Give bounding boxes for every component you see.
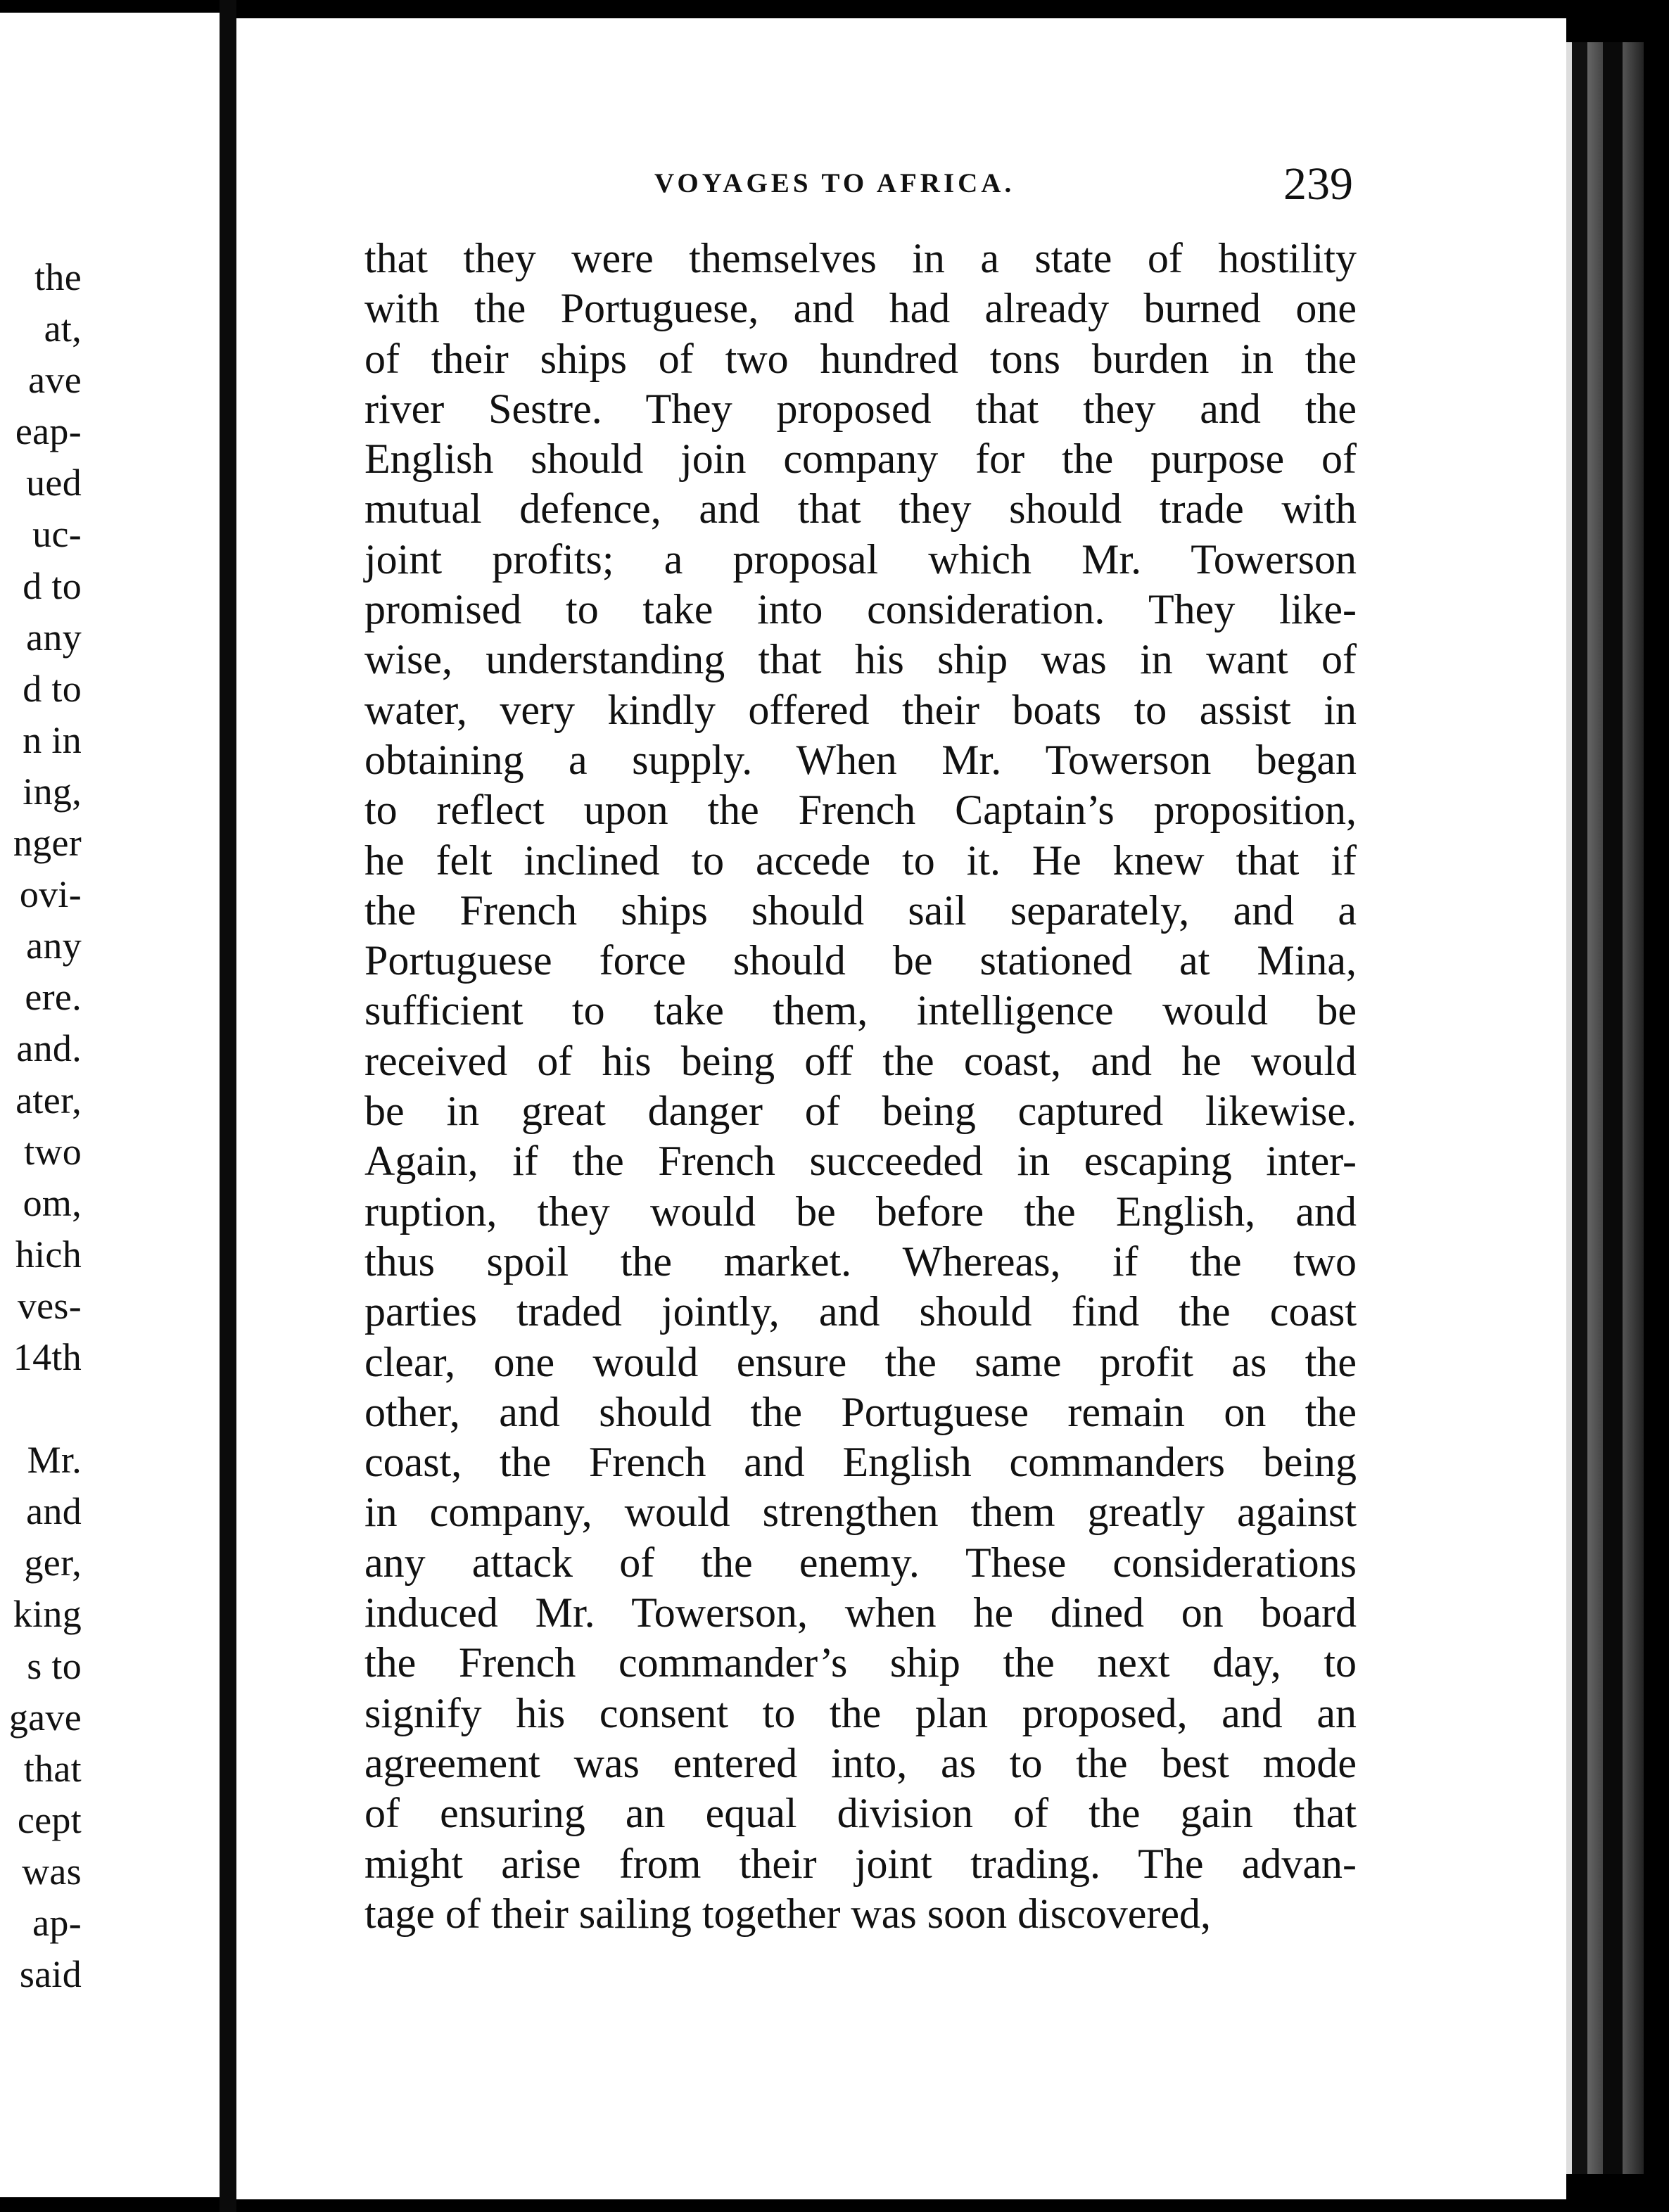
text-line: obtaining a supply. When Mr. Towerson began [364, 736, 1357, 783]
left-fragment: the [34, 256, 82, 298]
text-line: with the Portuguese, and had already burned one [364, 285, 1357, 332]
left-fragment: ap- [32, 1902, 82, 1944]
text-line: Again, if the French succeeded in escaping inter- [364, 1138, 1357, 1185]
left-fragment: 14th [13, 1335, 82, 1378]
text-line: induced Mr. Towerson, when he dined on board [364, 1589, 1357, 1636]
left-fragment: uc- [32, 513, 82, 556]
text-line: water, very kindly offered their boats to assist in [364, 686, 1357, 733]
text-line: ruption, they would be before the English, and [364, 1188, 1357, 1235]
page-edges [1566, 42, 1669, 2174]
left-fragment [4, 1383, 82, 1435]
left-fragment: at, [44, 307, 82, 350]
left-fragment: ovi- [19, 873, 82, 916]
text-line: that they were themselves in a state of hostility [364, 235, 1357, 281]
left-fragment: said [19, 1953, 82, 1996]
left-fragment: eap- [15, 410, 82, 453]
left-fragment: s to [27, 1644, 82, 1687]
left-fragment: and [26, 1490, 82, 1533]
text-line: to reflect upon the French Captain’s proposition, [364, 787, 1357, 834]
text-line: agreement was entered into, as to the best mode [364, 1739, 1357, 1786]
left-fragment: ere. [25, 976, 82, 1019]
left-page-text-fragments [4, 252, 82, 2000]
left-fragment: cept [17, 1798, 82, 1841]
text-line: sufficient to take them, intelligence would be [364, 987, 1357, 1034]
left-fragment: nger [13, 822, 82, 865]
left-fragment: d to [23, 667, 82, 710]
text-line: be in great danger of being captured likewise. [364, 1088, 1357, 1135]
left-fragment: om, [23, 1181, 82, 1224]
body-text [364, 234, 1357, 1939]
left-fragment: ave [28, 359, 82, 402]
left-fragment: ater, [15, 1079, 82, 1121]
left-fragment: that [23, 1747, 82, 1790]
text-line: other, and should the Portuguese remain on the [364, 1388, 1357, 1435]
text-line: in company, would strengthen them greatly against [364, 1489, 1357, 1536]
running-head: VOYAGES TO AFRICA. [654, 168, 1015, 198]
page-number: 239 [1283, 158, 1353, 210]
text-line: river Sestre. They proposed that they and the [364, 385, 1357, 432]
left-fragment: any [26, 924, 82, 967]
text-line: of their ships of two hundred tons burden in the [364, 335, 1357, 382]
text-line: of ensuring an equal division of the gain that [364, 1790, 1357, 1837]
left-fragment: Mr. [27, 1439, 82, 1482]
text-line: coast, the French and English commanders being [364, 1439, 1357, 1486]
left-facing-page [0, 13, 220, 2197]
text-line: the French ships should sail separately, and a [364, 886, 1357, 934]
left-fragment: any [26, 616, 82, 659]
left-fragment: two [24, 1130, 82, 1173]
text-line: signify his consent to the plan proposed, and an [364, 1689, 1357, 1736]
text-line: might arise from their joint trading. The advan- [364, 1840, 1357, 1887]
text-line: he felt inclined to accede to it. He knew that if [364, 837, 1357, 884]
left-fragment: ued [26, 462, 82, 504]
left-fragment: gave [8, 1696, 82, 1739]
left-fragment: ves- [17, 1284, 82, 1327]
left-fragment: ger, [24, 1542, 82, 1584]
left-fragment: was [22, 1850, 82, 1893]
left-fragment: and. [16, 1027, 82, 1070]
text-line: promised to take into consideration. They like- [364, 586, 1357, 633]
text-line: any attack of the enemy. These considerations [364, 1539, 1357, 1586]
text-line: parties traded jointly, and should find the coast [364, 1288, 1357, 1335]
left-fragment: ing, [23, 770, 82, 813]
book-gutter [220, 0, 236, 2212]
text-line: the French commander’s ship the next day, to [364, 1639, 1357, 1686]
left-fragment: n in [23, 718, 82, 761]
text-line: tage of their sailing together was soon discovered, [364, 1890, 1211, 1937]
text-line: mutual defence, and that they should trade with [364, 485, 1357, 533]
text-line: clear, one would ensure the same profit as the [364, 1338, 1357, 1385]
left-fragment: king [13, 1593, 82, 1636]
left-fragment: hich [15, 1233, 82, 1276]
text-line: English should join company for the purpose of [364, 436, 1357, 483]
left-fragment: d to [23, 564, 82, 607]
text-line: joint profits; a proposal which Mr. Towerson [364, 535, 1357, 583]
text-line: thus spoil the market. Whereas, if the two [364, 1238, 1357, 1285]
text-line: wise, understanding that his ship was in want of [364, 636, 1357, 683]
text-line: received of his being off the coast, and he would [364, 1037, 1357, 1084]
text-line: Portuguese force should be stationed at Mina, [364, 937, 1357, 984]
